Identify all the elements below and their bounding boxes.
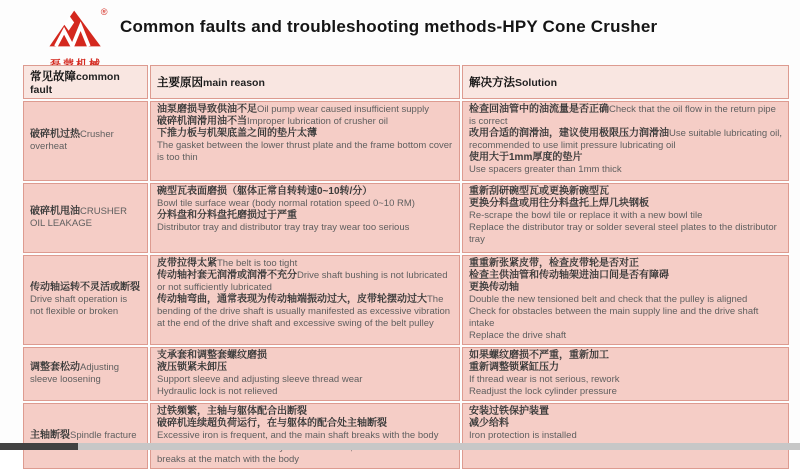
cell-line-en: Readjust the lock cylinder pressure (469, 386, 617, 397)
cell-line (157, 430, 453, 442)
cell-line (157, 386, 453, 398)
cell-line-zh: 安装过铁保护装置 (469, 406, 549, 417)
cell-line-en: The bending of the drive shaft is usually manifested as excessive vibration at the end of the drive shaft and excessive swing of the belt pulley (157, 294, 451, 329)
cell-line-zh: 检查回油管中的油流量是否正确 (469, 104, 609, 115)
cell-line-zh: 重新调整锁紧缸压力 (469, 362, 559, 373)
fault-table-body (23, 101, 789, 469)
mountain-logo-icon (43, 6, 109, 50)
cell-line-en: Distributor tray and distributor tray tray tray wear too serious (157, 222, 410, 233)
cell-line (157, 418, 453, 430)
fault-cell (23, 403, 148, 469)
header-common-fault-en: common fault (30, 71, 120, 96)
cell-line (469, 362, 782, 374)
fault-cell (23, 347, 148, 401)
table-row (23, 183, 789, 253)
cell-line (157, 186, 453, 198)
cell-line (157, 128, 453, 140)
cell-line-zh: 破碎机甩油 (30, 206, 80, 217)
cell-line (469, 294, 782, 306)
cell-line (469, 222, 782, 246)
cell-line (157, 104, 453, 116)
cell-line-en: Bowl tile surface wear (body normal rotation speed 0~10 RM) (157, 198, 415, 209)
cell-line-zh: 检查主供油管和传动轴架进油口间是否有障碍 (469, 270, 669, 281)
cell-line-zh: 碗型瓦表面磨损（躯体正常自转转速0~10转/分） (157, 186, 373, 197)
cell-line-zh: 破碎机连续超负荷运行，在与躯体的配合处主轴断裂 (157, 418, 387, 429)
cell-line (469, 374, 782, 386)
cell-line-zh: 破碎机润滑用油不当 (157, 116, 247, 127)
cell-line (157, 140, 453, 164)
cell-line-en: Hydraulic lock is not relieved (157, 386, 278, 397)
cell-line-en: breaks at the match with the body (157, 454, 300, 465)
cell-line-zh: 下推力板与机架底盖之间的垫片太薄 (157, 128, 317, 139)
cell-line (30, 129, 141, 153)
cell-line (469, 210, 782, 222)
cell-line (30, 430, 141, 442)
cell-line-en: Replace the drive shaft (469, 330, 567, 341)
cell-line (469, 104, 782, 128)
cell-line (157, 198, 453, 210)
cell-line-en: Drive shaft operation is not flexible or broken (30, 294, 128, 317)
cell-line (469, 198, 782, 210)
fault-table-container (21, 63, 791, 471)
cell-line (157, 222, 453, 234)
cell-line (469, 406, 782, 418)
cell-line-en: The gasket between the lower thrust plate and the frame bottom cover is too thin (157, 140, 453, 163)
reason-cell (150, 183, 460, 253)
cell-line-en: Check that the oil flow in the return pipe is correct (469, 104, 776, 127)
table-row (23, 403, 789, 469)
header-solution-zh: 解决方法 (469, 77, 515, 89)
cell-line-en: CRUSHER OIL LEAKAGE (30, 206, 127, 229)
header-solution (462, 65, 789, 99)
cell-line-zh: 传动轴运转不灵活或断裂 (30, 282, 140, 293)
cell-line (469, 330, 782, 342)
cell-line (469, 430, 782, 442)
cell-line (469, 258, 782, 270)
cell-line (469, 164, 782, 176)
cell-line (157, 362, 453, 374)
cell-line-zh: 支承套和调整套螺纹磨损 (157, 350, 267, 361)
reason-cell (150, 255, 460, 345)
header-main-reason (150, 65, 460, 99)
cell-line-zh: 分料盘和分料盘托磨损过于严重 (157, 210, 297, 221)
cell-line (157, 374, 453, 386)
cell-line-zh: 皮带拉得太紧 (157, 258, 217, 269)
table-row (23, 101, 789, 181)
cell-line-zh: 传动轴弯曲，通常表现为传动轴端振动过大，皮带轮摆动过大 (157, 294, 427, 305)
cell-line-zh: 油泵磨损导致供油不足 (157, 104, 257, 115)
solution-cell (462, 183, 789, 253)
fault-cell (23, 101, 148, 181)
bottom-bar-dark-segment (0, 443, 78, 450)
solution-cell (462, 101, 789, 181)
cell-line-en: Improper lubrication of crusher oil (247, 116, 388, 127)
cell-line (30, 206, 141, 230)
header-main-reason-zh: 主要原因 (157, 77, 203, 89)
cell-line-en: Spindle fracture (70, 430, 137, 441)
registered-mark: ® (100, 7, 108, 18)
cell-line-en: Drive shaft bushing is not lubricated or not sufficiently lubricated (157, 270, 448, 293)
header-main-reason-en: main reason (203, 77, 265, 89)
cell-line-zh: 重重新张紧皮带，检查皮带轮是否对正 (469, 258, 639, 269)
cell-line (469, 152, 782, 164)
fault-cell (23, 183, 148, 253)
cell-line (157, 116, 453, 128)
reason-cell (150, 347, 460, 401)
cell-line-zh: 更换传动轴 (469, 282, 519, 293)
bottom-bar (0, 443, 800, 450)
cell-line-en: Adjusting sleeve loosening (30, 362, 120, 385)
cell-line-zh: 传动轴衬套无润滑或润滑不充分 (157, 270, 297, 281)
cell-line-zh: 如果螺纹磨损不严重，重新加工 (469, 350, 609, 361)
cell-line-en: Re-scrape the bowl tile or replace it with a new bowl tile (469, 210, 703, 221)
solution-cell (462, 255, 789, 345)
cell-line (30, 282, 141, 318)
cell-line-zh: 过铁频繁，主轴与躯体配合出断裂 (157, 406, 307, 417)
cell-line-zh: 改用合适的润滑油，建议使用极限压力润滑油 (469, 128, 669, 139)
cell-line (30, 362, 141, 386)
cell-line (157, 294, 453, 330)
cell-line (157, 406, 453, 418)
table-row (23, 347, 789, 401)
cell-line-en: Replace the distributor tray or solder several steel plates to the distributor tray (469, 222, 777, 245)
fault-table (21, 63, 791, 471)
header-common-fault-zh: 常见故障 (30, 71, 76, 83)
cell-line (469, 128, 782, 152)
cell-line-zh: 使用大于1mm厚度的垫片 (469, 152, 583, 163)
cell-line-en: The belt is too tight (217, 258, 298, 269)
reason-cell (150, 101, 460, 181)
cell-line-en: Use spacers greater than 1mm thick (469, 164, 622, 175)
cell-line-en: Use suitable lubricating oil, recommended to use limit pressure lubricating oil (469, 128, 783, 151)
cell-line-zh: 调整套松动 (30, 362, 80, 373)
cell-line-en: Double the new tensioned belt and check that the pulley is aligned (469, 294, 748, 305)
cell-line (469, 350, 782, 362)
cell-line (157, 350, 453, 362)
table-header-row (23, 65, 789, 99)
cell-line-zh: 主轴断裂 (30, 430, 70, 441)
cell-line-en: Check for obstacles between the main supply line and the drive shaft intake (469, 306, 759, 329)
cell-line (157, 210, 453, 222)
cell-line (157, 258, 453, 270)
cell-line (469, 186, 782, 198)
solution-cell (462, 403, 789, 469)
header-solution-en: Solution (515, 77, 557, 89)
header-common-fault (23, 65, 148, 99)
cell-line-zh: 减少给料 (469, 418, 509, 429)
table-row (23, 255, 789, 345)
cell-line (469, 282, 782, 294)
cell-line-en: Iron protection is installed (469, 430, 577, 441)
cell-line-zh: 破碎机过热 (30, 129, 80, 140)
page-title: Common faults and troubleshooting methods-HPY Cone Crusher (120, 17, 658, 36)
cell-line-zh: 液压锁紧未卸压 (157, 362, 227, 373)
solution-cell (462, 347, 789, 401)
fault-cell (23, 255, 148, 345)
reason-cell (150, 403, 460, 469)
cell-line (469, 306, 782, 330)
cell-line-zh: 重新刮研碗型瓦或更换新碗型瓦 (469, 186, 609, 197)
cell-line-en: Oil pump wear caused insufficient supply (257, 104, 429, 115)
cell-line (469, 270, 782, 282)
cell-line-en: If thread wear is not serious, rework (469, 374, 620, 385)
cell-line-en: Support sleeve and adjusting sleeve thread wear (157, 374, 363, 385)
cell-line-en: Crusher overheat (30, 129, 114, 152)
cell-line (469, 418, 782, 430)
cell-line-en: Excessive iron is frequent, and the main shaft breaks with the body (157, 430, 439, 441)
cell-line (157, 270, 453, 294)
cell-line (469, 386, 782, 398)
cell-line-zh: 更换分料盘或用往分料盘托上焊几块钢板 (469, 198, 649, 209)
